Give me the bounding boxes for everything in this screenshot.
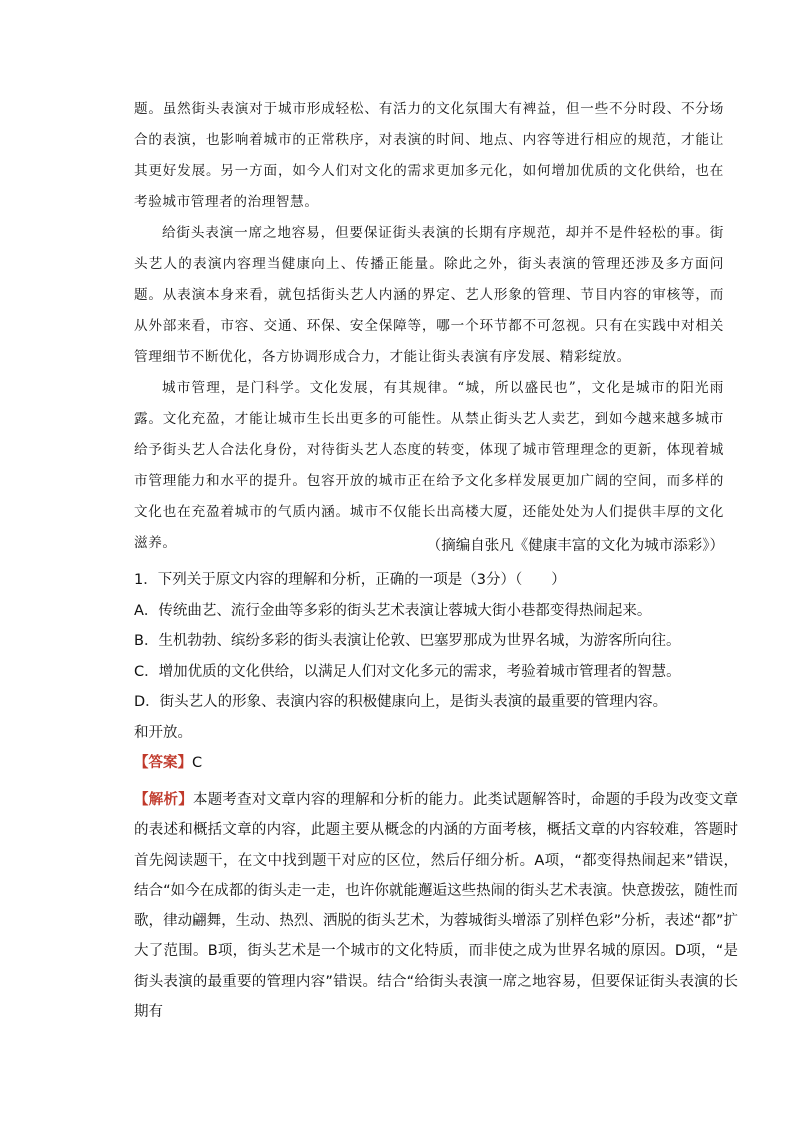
answer-label: 【答案】 xyxy=(134,755,192,771)
source-citation: （摘编自张凡《健康丰富的文化为城市添彩》） xyxy=(426,538,724,554)
question-stem: 1．下列关于原文内容的理解和分析，正确的一项是（3分）（ ） xyxy=(134,572,566,588)
passage-paragraph-3: 城市管理，是门科学。文化发展，有其规律。“城，所以盛民也”，文化是城市的阳光雨露。文化充盈，才能让城市生长出更多的可能性。从禁止街头艺人卖艺，到如今越来越多城市给予街头艺人合法化身份，对待街头艺人态度的转变，体现了城市管理理念的更新，体现着城市管理能力和水平的提升。包容开放的城市正在给予文化多样发展更加广阔的空间，而多样的文化也在充盈着城市的气质内涵。城市不仅能长出高楼大厦，还能处处为人们提供丰厚的文化滋养。 xyxy=(134,380,724,551)
option-d: D．街头艺人的形象、表演内容的积极健康向上，是街头表演的最重要的管理内容。 xyxy=(134,694,668,710)
option-b: B．生机勃勃、缤纷多彩的街头表演让伦敦、巴塞罗那成为世界名城，为游客所向往。 xyxy=(134,633,681,649)
passage-paragraph-1: 题。虽然街头表演对于城市形成轻松、有活力的文化氛围大有裨益，但一些不分时段、不分场合的表演，也影响着城市的正常秩序，对表演的时间、地点、内容等进行相应的规范，才能让其更好发展。另一方面，如今人们对文化的需求更加多元化，如何增加优质的文化供给，也在考验城市管理者的治理智慧。 xyxy=(134,101,724,210)
option-c: C．增加优质的文化供给，以满足人们对文化多元的需求，考验着城市管理者的智慧。 xyxy=(134,663,681,680)
passage-paragraph-2: 给街头表演一席之地容易，但要保证街头表演的长期有序规范，却并不是件轻松的事。街头艺人的表演内容理当健康向上、传播正能量。除此之外，街头表演的管理还涉及多方面问题。从表演本身来看，就包括街头艺人内涵的界定、艺人形象的管理、节目内容的审核等，而从外部来看，市容、交通、环保、安全保障等，哪一个环节都不可忽视。只有在实践中对相关管理细节不断优化，各方协调形成合力，才能让街头表演有序发展、精彩绽放。 xyxy=(134,225,724,365)
option-a: A．传统曲艺、流行金曲等多彩的街头艺术表演让蓉城大街小巷都变得热闹起来。 xyxy=(134,602,652,619)
analysis-label: 【解析】 xyxy=(134,792,193,808)
question-block xyxy=(134,565,734,779)
trailing-fragment: 和开放。 xyxy=(134,724,192,741)
analysis-text: 本题考查对文章内容的理解和分析的能力。此类试题解答时，命题的手段为改变文章的表述和概括文章的内容，此题主要从概念的内涵的方面考核，概括文章的内容较难，答题时首先阅读题干，在文中找到题干对应的区位，然后仔细分析。A项，“都变得热闹起来”错误，结合“如今在成都的街头走一走，也许你就能邂逅这些热闹的街头艺术表演。快意拨弦，随性而歌，律动翩舞，生动、热烈、洒脱的街头艺术，为蓉城街头增添了别样色彩”分析，表述“都”扩大了范围。B项，街头艺术是一个城市的文化特质，而非使之成为世界名城的原因。D项，“是街头表演的最重要的管理内容”错误。结合“给街头表演一席之地容易，但要保证街头表演的长期有 xyxy=(134,792,738,1021)
answer-line xyxy=(134,748,734,779)
passage-text xyxy=(134,94,724,559)
analysis-block xyxy=(134,785,738,1027)
answer-value: C xyxy=(192,755,203,771)
